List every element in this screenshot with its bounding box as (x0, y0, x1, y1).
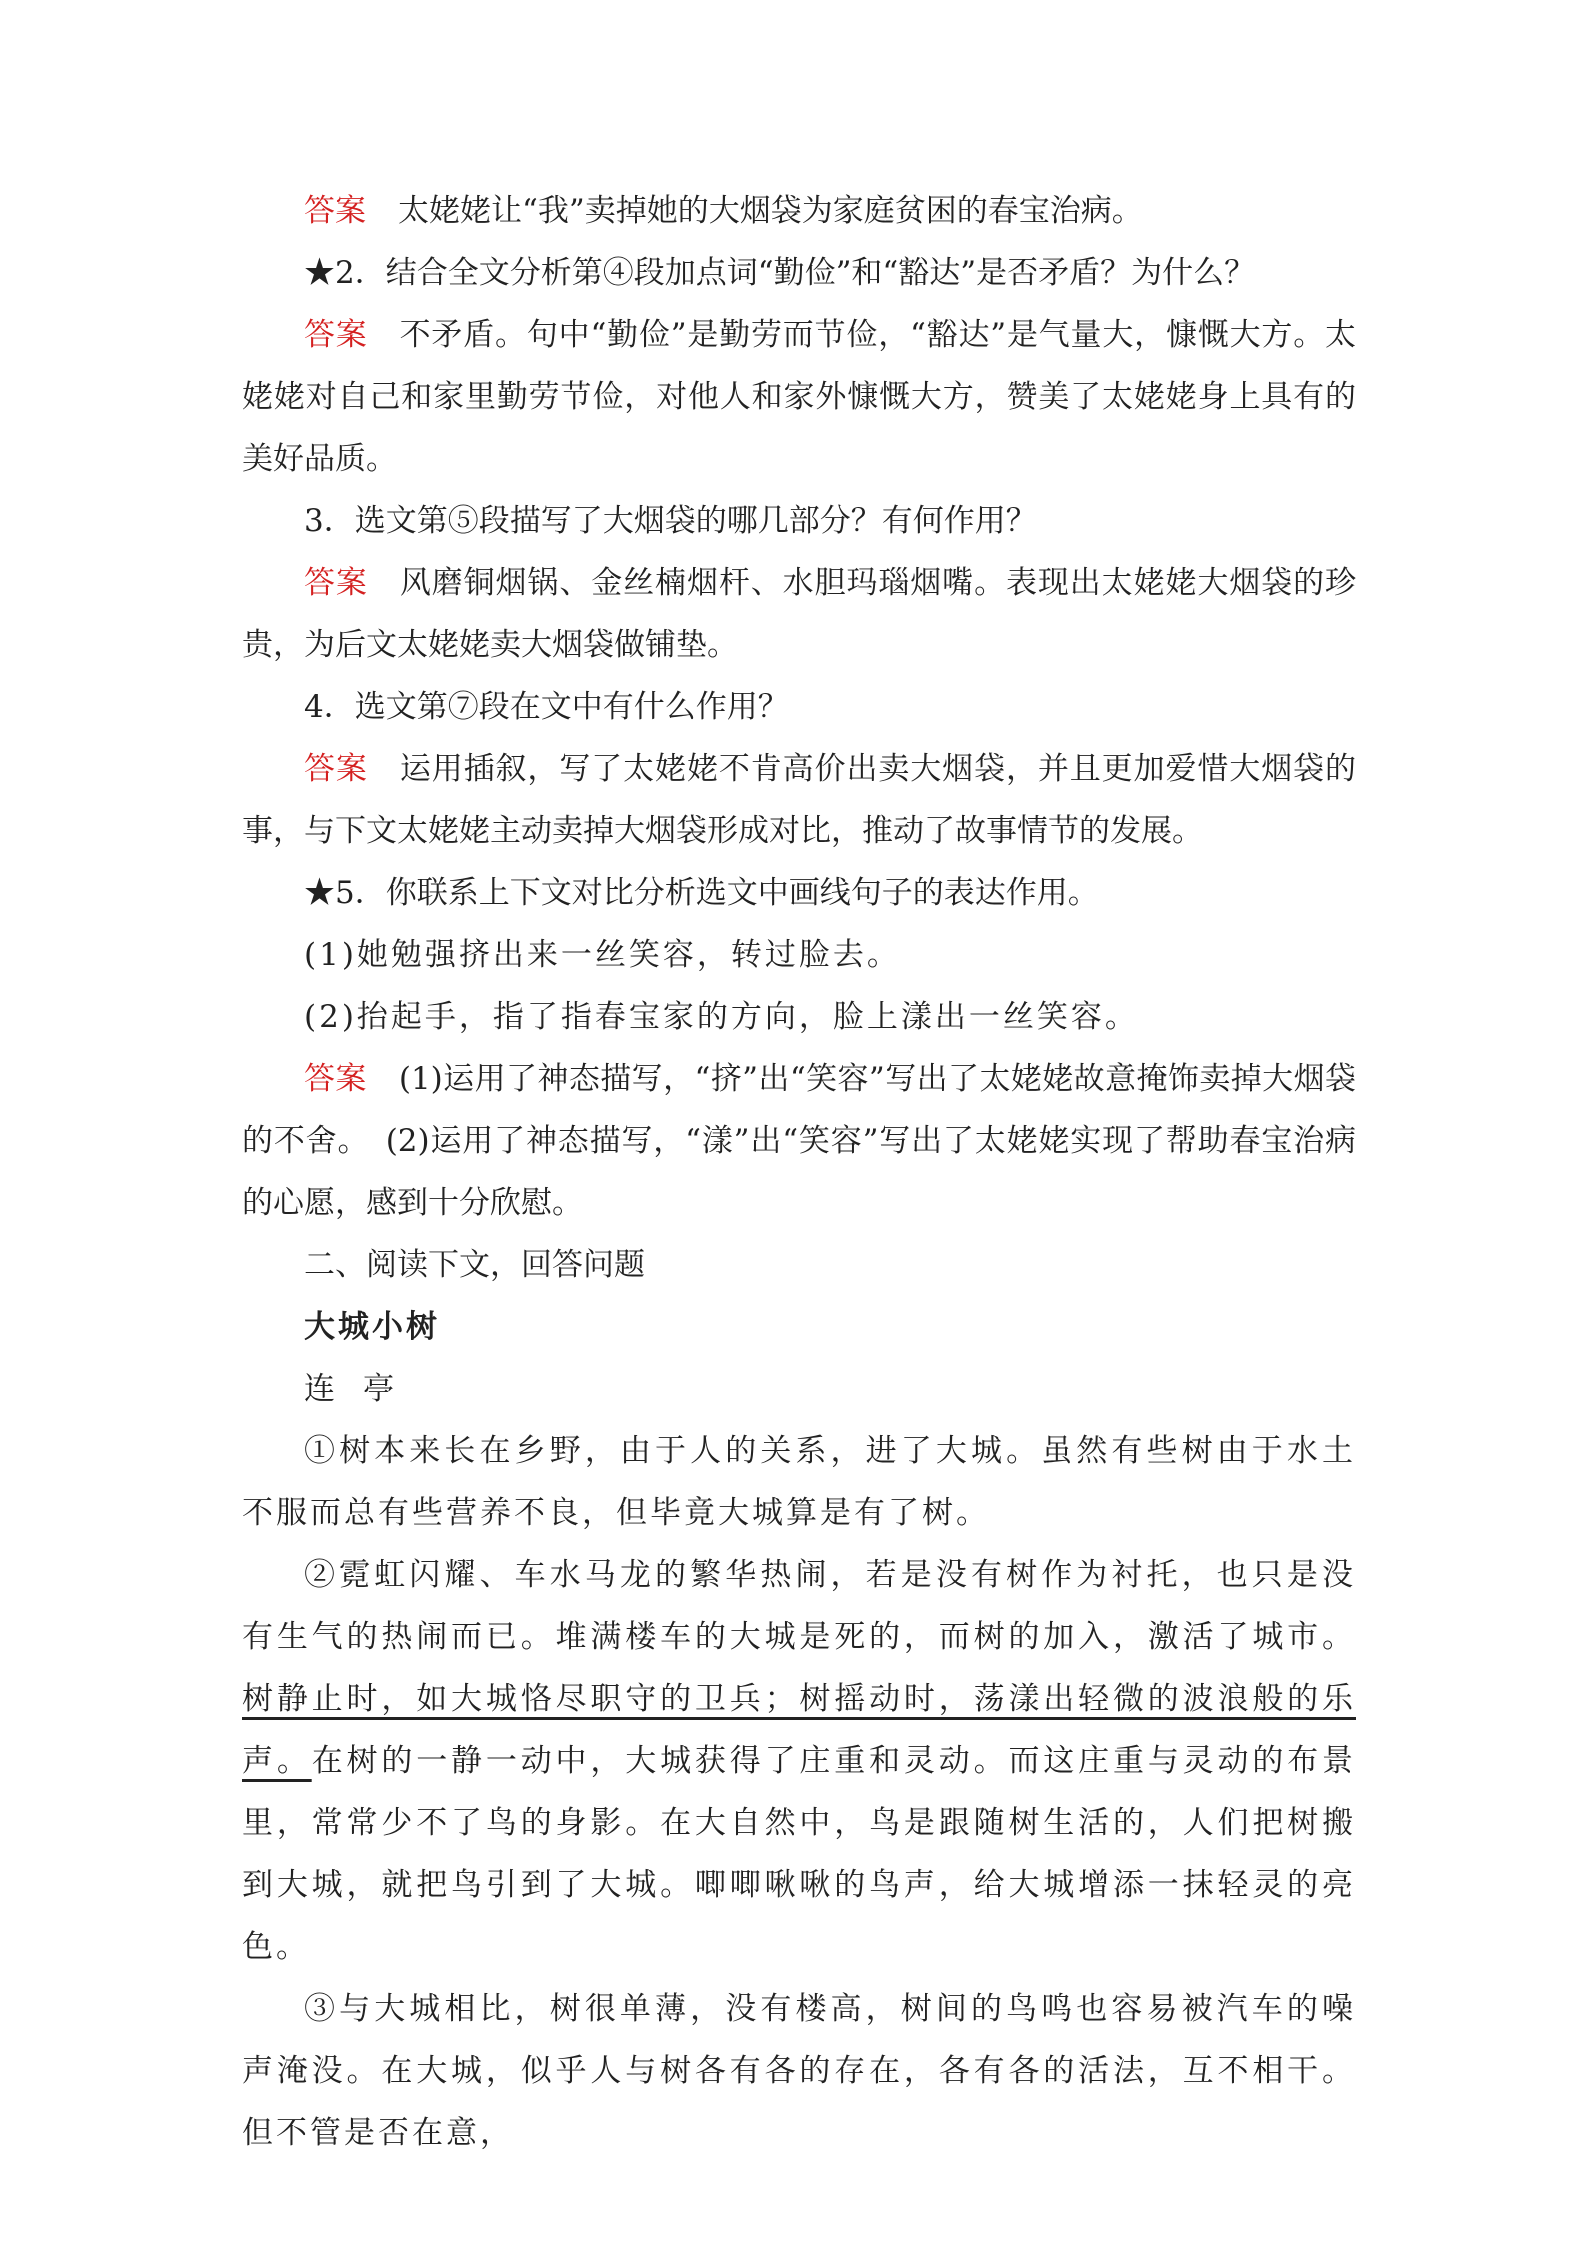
p2-underlined-sentence: 树静止时，如大城恪尽职守的卫兵；树摇动时，荡漾出轻微的波浪般的乐声。 (242, 1681, 1356, 1779)
passage-title: 大城小树 (304, 1309, 440, 1345)
document-page (242, 180, 1356, 2164)
passage-paragraph-1: ①树本来长在乡野，由于人的关系，进了大城。虽然有些树由于水土不服而总有些营养不良，但毕竟大城算是有了树。 (242, 1433, 1356, 1531)
q5-answer-text: (1)运用了神态描写，“挤”出“笑容”写出了太姥姥故意掩饰卖掉大烟袋的不舍。 (2)运用了神态描写，“漾”出“笑容”写出了太姥姥实现了帮助春宝治病的心愿，感到十分欣慰。 (242, 1061, 1357, 1221)
section-heading: 二、阅读下文，回答问题 (304, 1247, 645, 1283)
passage-author: 连亭 (304, 1371, 422, 1407)
q5-question: ★5．你联系上下文对比分析选文中画线句子的表达作用。 (304, 875, 1099, 911)
q1-answer-text: 太姥姥让“我”卖掉她的大烟袋为家庭贫困的春宝治病。 (398, 193, 1143, 229)
q5-sentence-1: (1)她勉强挤出来一丝笑容，转过脸去。 (304, 937, 901, 973)
q4-question: 4．选文第⑦段在文中有什么作用？ (304, 689, 789, 725)
q4-answer (242, 738, 1356, 862)
answer-label: 答案 (304, 317, 368, 353)
p2-text-after: 在树的一静一动中，大城获得了庄重和灵动。而这庄重与灵动的布景里，常常少不了鸟的身影。在大自然中，鸟是跟随树生活的，人们把树搬到大城，就把鸟引到了大城。唧唧啾啾的鸟声，给大城增添一抹轻灵的亮色。 (242, 1743, 1357, 1965)
q5-sentence-2: (2)抬起手，指了指春宝家的方向，脸上漾出一丝笑容。 (304, 999, 1139, 1035)
q5-answer (242, 1048, 1356, 1234)
answer-label: 答案 (304, 751, 368, 787)
q3-answer-text: 风磨铜烟锅、金丝楠烟杆、水胆玛瑙烟嘴。表现出太姥姥大烟袋的珍贵，为后文太姥姥卖大烟袋做铺垫。 (242, 565, 1357, 663)
passage-paragraph-2 (242, 1544, 1356, 1978)
p2-text-before: ②霓虹闪耀、车水马龙的繁华热闹，若是没有树作为衬托，也只是没有生气的热闹而已。堆满楼车的大城是死的，而树的加入，激活了城市。 (242, 1557, 1356, 1655)
q3-question: 3．选文第⑤段描写了大烟袋的哪几部分？有何作用？ (304, 503, 1037, 539)
q2-answer-text: 不矛盾。句中“勤俭”是勤劳而节俭，“豁达”是气量大，慷慨大方。太姥姥对自己和家里勤劳节俭，对他人和家外慷慨大方，赞美了太姥姥身上具有的美好品质。 (242, 317, 1357, 477)
answer-label: 答案 (304, 565, 368, 601)
q4-answer-text: 运用插叙，写了太姥姥不肯高价出卖大烟袋，并且更加爱惜大烟袋的事，与下文太姥姥主动卖掉大烟袋形成对比，推动了故事情节的发展。 (242, 751, 1357, 849)
q2-answer (242, 304, 1356, 490)
answer-label: 答案 (304, 193, 366, 229)
q3-answer (242, 552, 1356, 676)
q2-question: ★2．结合全文分析第④段加点词“勤俭”和“豁达”是否矛盾？为什么？ (304, 255, 1256, 291)
q1-answer (242, 180, 1356, 242)
passage-paragraph-3: ③与大城相比，树很单薄，没有楼高，树间的鸟鸣也容易被汽车的噪声淹没。在大城，似乎人与树各有各的存在，各有各的活法，互不相干。但不管是否在意， (242, 1991, 1356, 2151)
answer-label: 答案 (304, 1061, 367, 1097)
